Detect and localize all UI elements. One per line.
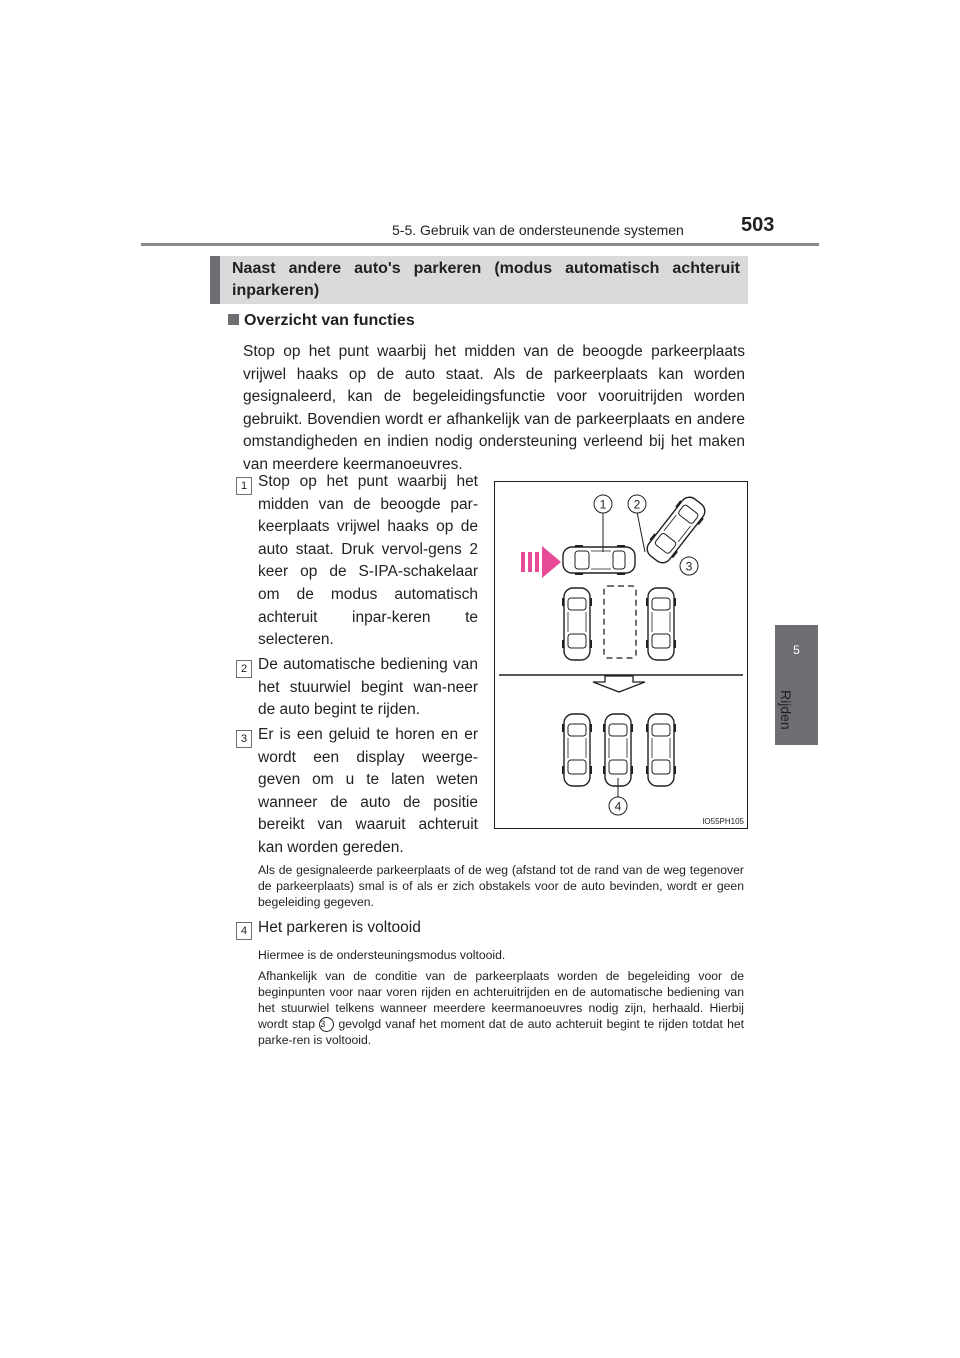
figure-code: IO55PH105: [702, 817, 744, 826]
step-4-note-b: [258, 968, 744, 1048]
chapter-title: 5-5. Gebruik van de ondersteunende systemen: [392, 222, 684, 238]
step-number-3: 3: [236, 730, 252, 748]
parking-illustration: [494, 481, 748, 829]
parked-car-bottom-center-icon: [603, 714, 633, 786]
callout-4: [609, 797, 627, 815]
svg-text:4: 4: [614, 799, 622, 814]
callout-3: [680, 557, 698, 575]
step-text-4: Het parkeren is voltooid: [258, 919, 421, 936]
section-title-box: [210, 256, 748, 304]
car-turned-icon: [642, 492, 710, 567]
subheading: [228, 312, 415, 330]
callout-2: [628, 495, 646, 513]
motion-arrow-icon: [521, 546, 561, 578]
parking-diagram: [495, 482, 747, 828]
target-parking-space: [604, 586, 636, 658]
car-moving-icon: [563, 545, 635, 575]
svg-text:3: 3: [685, 559, 693, 574]
step-number-4: 4: [236, 922, 252, 940]
subheading-text: Overzicht van functies: [244, 312, 415, 329]
step-3-note: Als de gesignaleerde parkeerplaats of de weg (afstand tot de rand van de weg tegenover de parkeerplaats) smal is of als er zich obstakels voor de auto bevinden, wordt er geen begeleiding gegeven.: [258, 863, 744, 909]
step-4-note-a: Hiermee is de ondersteuningsmodus voltooid.: [258, 948, 506, 962]
header-rule: [141, 243, 819, 246]
step-text-3: Er is een geluid te horen en er wordt een display weerge-geven om u te laten weten wanneer de auto de positie bereikt van waaruit achteruit kan worden gereden.: [258, 726, 478, 856]
parked-car-left-icon: [562, 588, 592, 660]
step-4-note-b-pre: Afhankelijk van de conditie van de parkeerplaats worden de begeleiding voor de beginpunten voor naar voren rijden en achteruitrijden en de automatische bediening van het stuurwiel telkens wanneer meerdere keermanoeuvres nodig zijn, herhaald. Hierbij wordt stap: [258, 969, 744, 1031]
parked-car-bottom-left-icon: [562, 714, 592, 786]
down-arrow-icon: [593, 676, 645, 692]
step-4-note-b-post: gevolgd vanaf het moment dat de auto achteruit begint te rijden totdat het parke-ren is voltooid.: [258, 1017, 745, 1047]
step-text-2: De automatische bediening van het stuurwiel begint wan-neer de auto begint te rijden.: [258, 656, 478, 719]
page-number: 503: [741, 214, 775, 236]
svg-text:2: 2: [633, 497, 641, 512]
side-tab-label: Rijden: [778, 690, 794, 730]
parked-car-bottom-right-icon: [646, 714, 676, 786]
step-ref-3: 3: [319, 1017, 334, 1032]
side-tab-number: 5: [793, 643, 800, 657]
svg-text:1: 1: [599, 497, 607, 512]
section-title: Naast andere auto's parkeren (modus automatisch achteruit inparkeren): [232, 260, 740, 299]
intro-paragraph: Stop op het punt waarbij het midden van de beoogde parkeerplaats vrijwel haaks op de auto staat. Als de parkeerplaats kan worden gesignaleerd, kan de begeleidingsfunctie voor vooruitrijden worden gebruikt. Bovendien wordt er afhankelijk van de parkeerplaats en andere omstandigheden en indien nodig ondersteuning verleend bij het maken van meerdere keermanoeuvres.: [243, 343, 745, 473]
parked-car-right-icon: [646, 588, 676, 660]
step-number-1: 1: [236, 477, 252, 495]
callout-1: [594, 495, 612, 513]
square-bullet-icon: [228, 314, 239, 325]
step-text-1: Stop op het punt waarbij het midden van de beoogde par-keerplaats vrijwel haaks op de auto staat. Druk vervol-gens 2 keer op de S-IPA-schakelaar om de modus automatisch achteruit inpar-keren te selecteren.: [258, 473, 478, 649]
step-number-2: 2: [236, 660, 252, 678]
